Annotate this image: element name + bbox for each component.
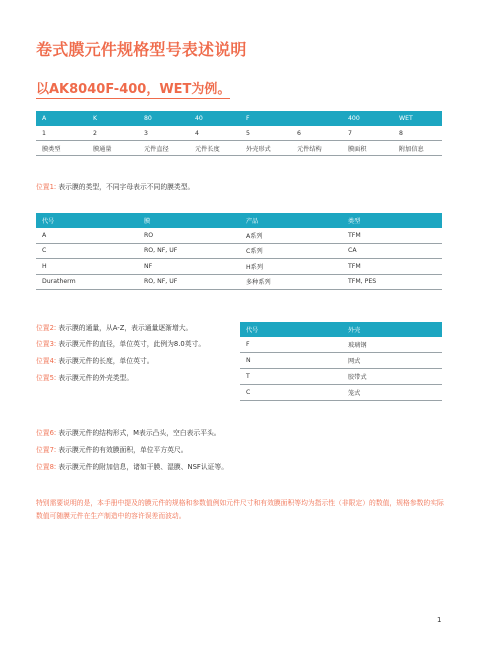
table-cell: T (240, 369, 342, 385)
table-cell: 网式 (342, 353, 442, 369)
table-cell: CA (342, 243, 442, 259)
table-cell: TFM (342, 228, 442, 243)
position-number-cell: 2 (87, 126, 138, 141)
position-2-description (36, 322, 192, 332)
position-1-description (36, 181, 194, 191)
position-label: 位置8: (36, 463, 57, 471)
position-3-description (36, 338, 205, 348)
table-row (36, 126, 442, 141)
position-text: 表示膜的通量，从A-Z，表示通量逐渐增大。 (58, 324, 193, 332)
header-cell: K (87, 111, 138, 126)
position-number-cell: 1 (36, 126, 87, 141)
table-row (240, 353, 442, 369)
position-5-description (36, 372, 133, 382)
position-label: 位置2: (36, 324, 57, 332)
page-title: 卷式膜元件规格型号表述说明 (36, 40, 247, 59)
position-name-cell: 膜通量 (87, 141, 138, 156)
header-cell: 产品 (240, 213, 342, 228)
table-row (240, 337, 442, 353)
position-label: 位置1: (36, 183, 57, 191)
position-name-cell: 元件直径 (138, 141, 189, 156)
table-cell: TFM (342, 259, 442, 275)
table-cell: F (240, 337, 342, 353)
header-cell: F (240, 111, 291, 126)
position-name-cell: 元件结构 (291, 141, 342, 156)
header-cell: 代号 (36, 213, 138, 228)
model-code-header-row (36, 111, 442, 126)
membrane-type-header-row (36, 213, 442, 228)
position-name-cell: 附加信息 (393, 141, 442, 156)
header-cell: 类型 (342, 213, 442, 228)
model-code-table (36, 111, 442, 156)
position-text: 表示膜元件的长度，单位英寸。 (58, 357, 154, 365)
position-text: 表示膜元件的附加信息，诸如干膜、湿膜、NSF认证等。 (58, 463, 229, 471)
position-name-cell: 膜面积 (342, 141, 393, 156)
position-8-description (36, 461, 228, 471)
header-cell: 80 (138, 111, 189, 126)
table-cell: A系列 (240, 228, 342, 243)
page-number: 1 (437, 616, 442, 624)
table-cell: RO, NF, UF (138, 243, 240, 259)
table-cell: RO (138, 228, 240, 243)
header-cell: 外壳 (342, 322, 442, 337)
shell-type-header-row (240, 322, 442, 337)
header-cell: 40 (189, 111, 240, 126)
position-label: 位置4: (36, 357, 57, 365)
position-name-cell: 膜类型 (36, 141, 87, 156)
table-row (36, 243, 442, 259)
position-number-cell: 4 (189, 126, 240, 141)
table-cell: H (36, 259, 138, 275)
position-name-cell: 元件长度 (189, 141, 240, 156)
table-row (240, 369, 442, 385)
position-4-description (36, 355, 154, 365)
header-cell: WET (393, 111, 442, 126)
header-cell: 膜 (138, 213, 240, 228)
table-cell: NF (138, 259, 240, 275)
position-name-cell: 外壳形式 (240, 141, 291, 156)
position-label: 位置3: (36, 340, 57, 348)
table-cell: 胶带式 (342, 369, 442, 385)
header-cell: A (36, 111, 87, 126)
position-6-description (36, 427, 221, 437)
table-cell: C (240, 385, 342, 401)
special-note: 特别需要说明的是，本手册中提及的膜元件的规格和参数值例如元件尺寸和有效膜面积等均为指示性（非限定）的数值，规格参数的实际数值可随膜元件在生产制造中的容许误差而波动。 (36, 499, 444, 520)
example-subtitle: 以AK8040F-400，WET为例。 (36, 78, 230, 99)
table-cell: C (36, 243, 138, 259)
position-number-cell: 6 (291, 126, 342, 141)
table-cell: 笼式 (342, 385, 442, 401)
table-cell: Duratherm (36, 274, 138, 290)
header-cell: 代号 (240, 322, 342, 337)
table-cell: C系列 (240, 243, 342, 259)
position-label: 位置7: (36, 446, 57, 454)
table-row (240, 385, 442, 401)
table-row (36, 141, 442, 156)
membrane-type-table (36, 213, 442, 290)
table-row (36, 259, 442, 275)
position-text: 表示膜元件的有效膜面积，单位平方英尺。 (58, 446, 188, 454)
table-cell: RO, NF, UF (138, 274, 240, 290)
position-text: 表示膜元件的结构形式，M表示凸头，空白表示平头。 (58, 429, 221, 437)
table-cell: 多种系列 (240, 274, 342, 290)
table-row (36, 228, 442, 243)
header-cell (291, 111, 342, 126)
position-number-cell: 5 (240, 126, 291, 141)
position-label: 位置5: (36, 374, 57, 382)
table-cell: N (240, 353, 342, 369)
table-row (36, 274, 442, 290)
position-number-cell: 7 (342, 126, 393, 141)
position-text: 表示膜的类型，不同字母表示不同的膜类型。 (58, 183, 195, 191)
table-cell: TFM, PES (342, 274, 442, 290)
position-7-description (36, 444, 188, 454)
position-number-cell: 3 (138, 126, 189, 141)
position-text: 表示膜元件的外壳类型。 (58, 374, 134, 382)
position-text: 表示膜元件的直径，单位英寸，此例为8.0英寸。 (58, 340, 206, 348)
table-cell: H系列 (240, 259, 342, 275)
table-cell: A (36, 228, 138, 243)
shell-type-table (240, 322, 442, 401)
position-number-cell: 8 (393, 126, 442, 141)
table-cell: 玻璃钢 (342, 337, 442, 353)
position-label: 位置6: (36, 429, 57, 437)
header-cell: 400 (342, 111, 393, 126)
